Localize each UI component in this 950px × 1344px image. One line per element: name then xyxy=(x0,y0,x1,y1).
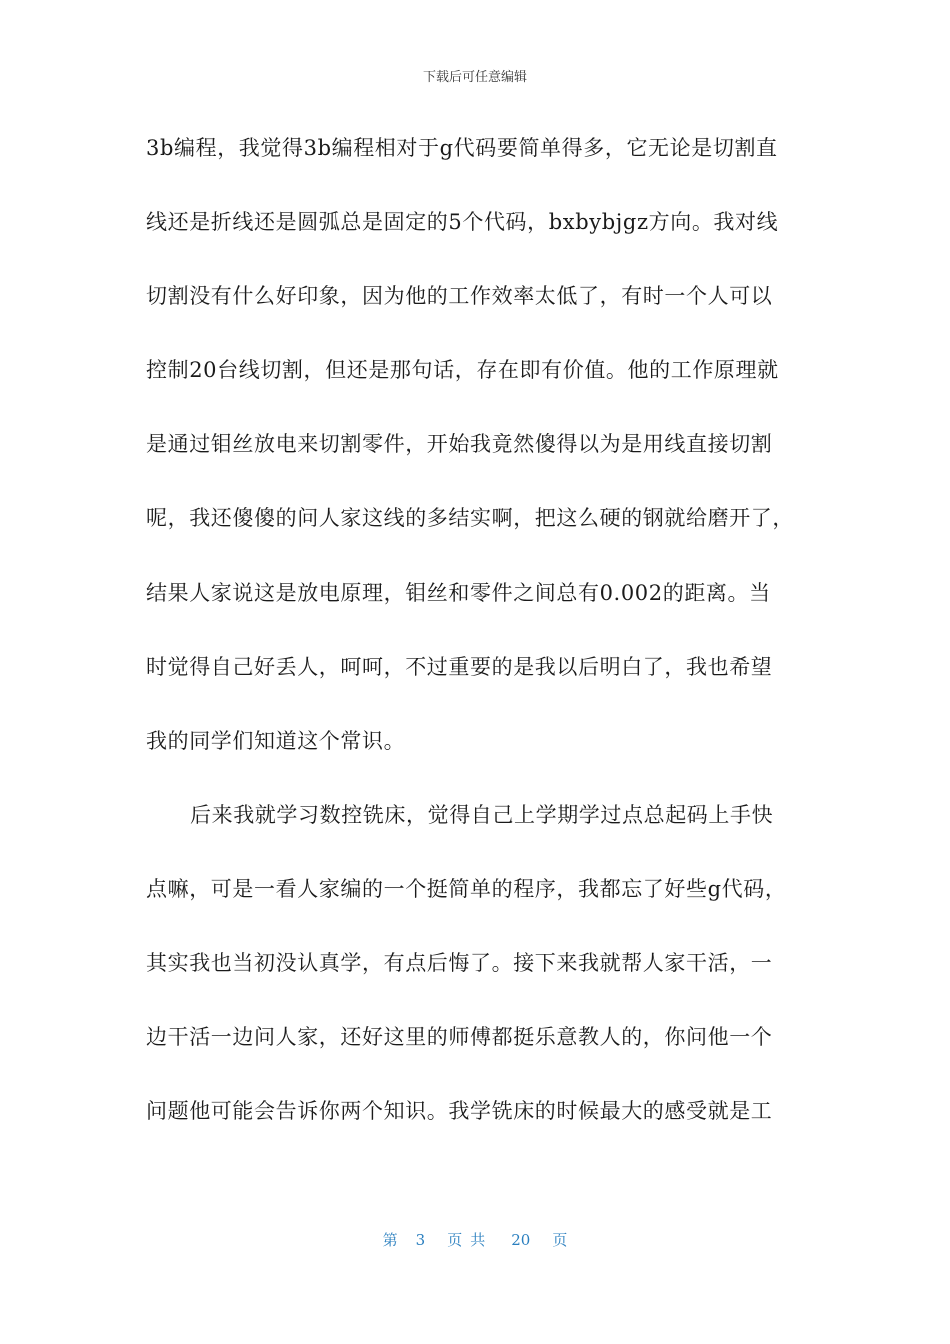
page-footer xyxy=(0,1229,950,1250)
text-line: 3b编程，我觉得3b编程相对于g代码要简单得多，它无论是切割直 xyxy=(146,136,778,160)
text-line: 问题他可能会告诉你两个知识。我学铣床的时候最大的感受就是工 xyxy=(146,1099,773,1123)
footer-prefix: 第 xyxy=(382,1231,398,1249)
text-line: 是通过钼丝放电来切割零件，开始我竟然傻得以为是用线直接切割 xyxy=(146,432,773,456)
text-line: 切割没有什么好印象，因为他的工作效率太低了，有时一个人可以 xyxy=(146,284,773,308)
text-line: 我的同学们知道这个常识。 xyxy=(146,729,406,753)
text-line: 控制20台线切割，但还是那句话，存在即有价值。他的工作原理就 xyxy=(146,358,779,382)
text-line: 边干活一边问人家，还好这里的师傅都挺乐意教人的，你问他一个 xyxy=(146,1025,773,1049)
text-line: 呢，我还傻傻的问人家这线的多结实啊，把这么硬的钢就给磨开了， xyxy=(146,506,794,530)
text-line: 其实我也当初没认真学，有点后悔了。接下来我就帮人家干活，一 xyxy=(146,951,773,975)
text-line: 线还是折线还是圆弧总是固定的5个代码，bxbybjgz方向。我对线 xyxy=(146,210,779,234)
page-header: 下载后可任意编辑 xyxy=(422,70,527,85)
footer-middle: 页共 xyxy=(447,1231,494,1249)
text-line: 结果人家说这是放电原理，钼丝和零件之间总有0.002的距离。当 xyxy=(146,581,771,605)
footer-suffix: 页 xyxy=(552,1231,568,1249)
text-line: 点嘛，可是一看人家编的一个挺简单的程序，我都忘了好些g代码， xyxy=(146,877,787,901)
paragraph-first-line: 后来我就学习数控铣床，觉得自己上学期学过点总起码上手快 xyxy=(190,803,774,827)
footer-total-pages: 20 xyxy=(511,1231,531,1249)
text-line: 时觉得自己好丢人，呵呵，不过重要的是我以后明白了，我也希望 xyxy=(146,655,773,679)
footer-page-number: 3 xyxy=(415,1231,426,1249)
